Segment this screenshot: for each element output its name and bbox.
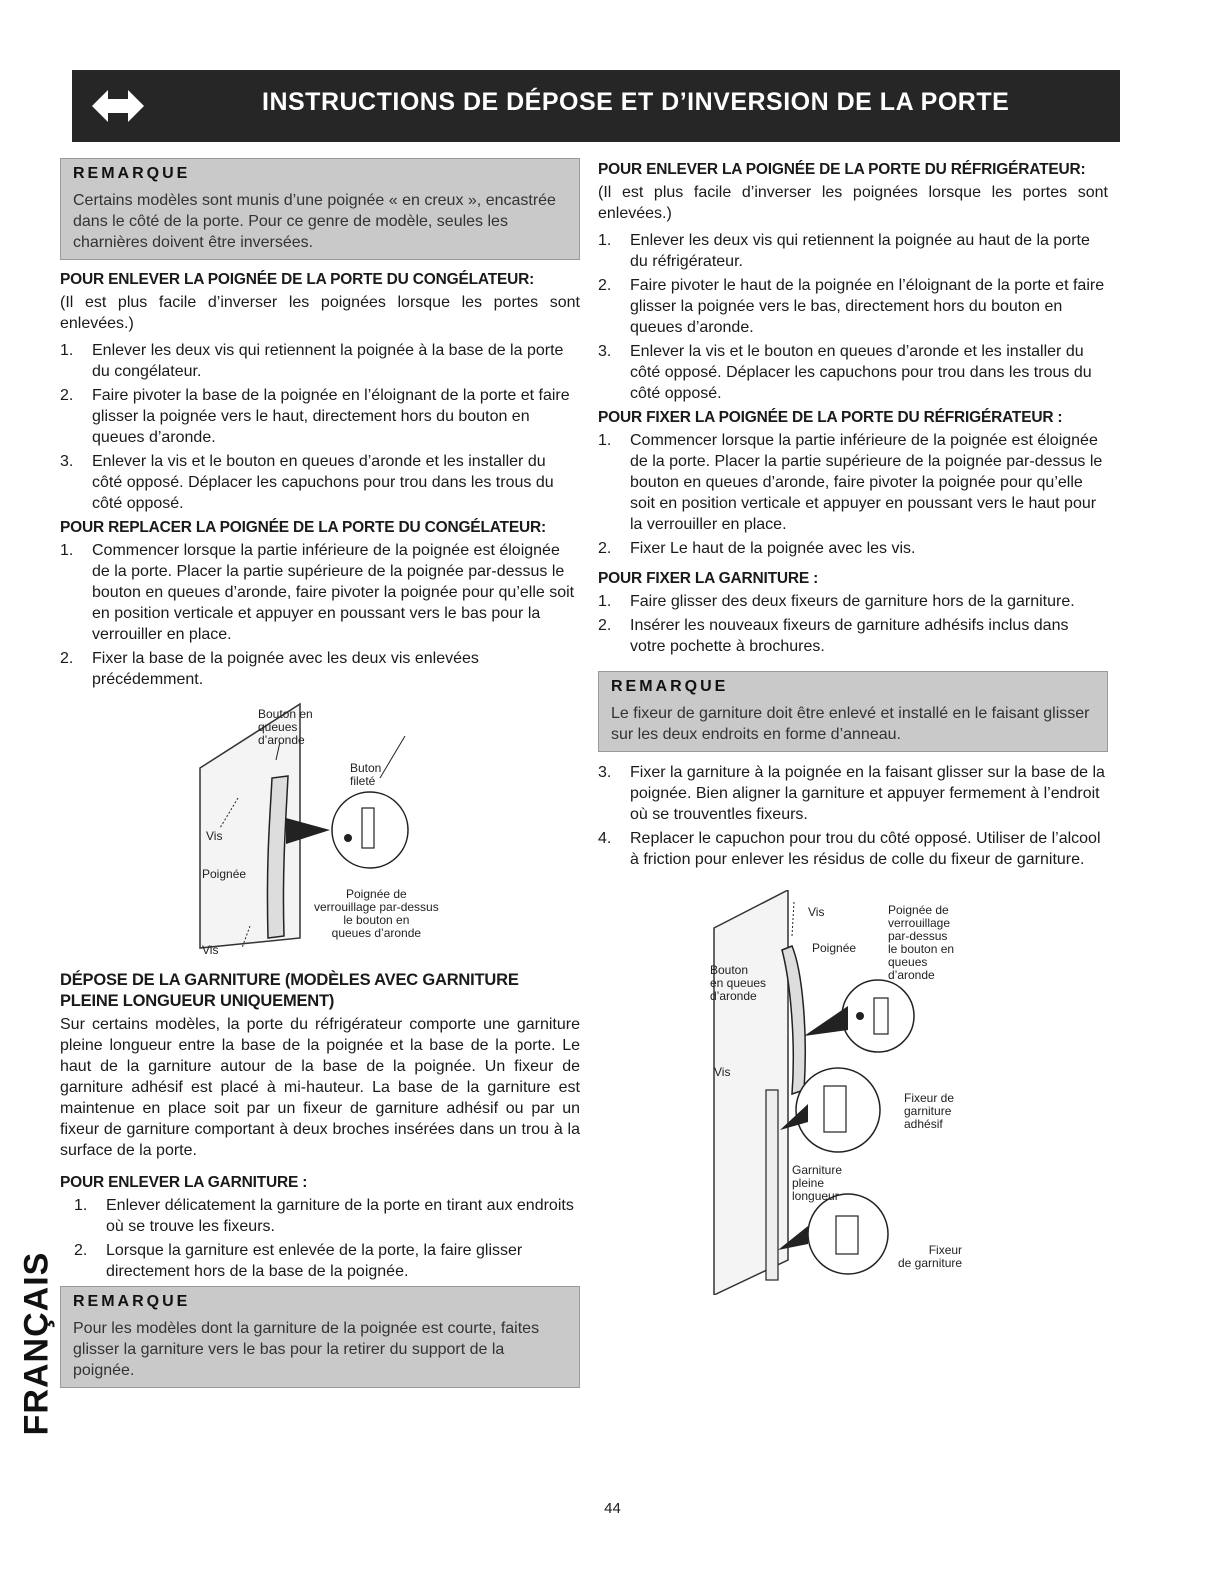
step-item	[598, 538, 1108, 559]
left-column	[60, 158, 580, 1398]
language-label-text: FRANÇAIS	[17, 1251, 56, 1435]
step-text: Enlever la vis et le bouton en queues d’aronde et les installer du côté opposé. Déplacer les capuchons pour trou dans les trous du côté opposé.	[92, 453, 554, 512]
step-number: 1.	[598, 232, 612, 249]
freezer-handle-diagram	[180, 698, 460, 960]
step-text: Lorsque la garniture est enlevée de la porte, la faire glisser directement hors de la base de la poignée.	[106, 1242, 523, 1280]
step-item	[60, 340, 580, 382]
step-item	[598, 230, 1108, 272]
step-list	[598, 230, 1108, 404]
page-title: INSTRUCTIONS DE DÉPOSE ET D’INVERSION DE LA PORTE	[262, 88, 1010, 116]
step-text: Fixer Le haut de la poignée avec les vis.	[630, 540, 916, 557]
header-banner	[72, 70, 1120, 142]
step-text: Faire glisser des deux fixeurs de garniture hors de la garniture.	[630, 593, 1075, 610]
diagram-label-vis: Vis	[808, 905, 825, 919]
step-item	[60, 540, 580, 645]
step-number: 2.	[598, 540, 612, 557]
step-text: Faire pivoter le haut de la poignée en l’éloignant de la porte et faire glisser la poignée vers le bas, directement hors du bouton en queues d’aronde.	[630, 277, 1105, 336]
section-intro: (Il est plus facile d’inverser les poignées lorsque les portes sont enlevées.)	[598, 184, 1108, 222]
step-item	[598, 591, 1108, 612]
note-text: Le fixeur de garniture doit être enlevé et installé en le faisant glisser sur les deux endroits en forme d’anneau.	[611, 705, 1090, 743]
step-number: 3.	[60, 453, 74, 470]
step-item	[60, 385, 580, 448]
double-arrow-icon	[92, 88, 144, 124]
right-column	[598, 156, 1108, 1305]
step-item	[598, 762, 1108, 825]
section-title: POUR ENLEVER LA GARNITURE :	[60, 1174, 308, 1191]
step-text: Faire pivoter la base de la poignée en l’éloignant de la porte et faire glisser la poignée vers le haut, directement hors du bouton en queues d’aronde.	[92, 387, 570, 446]
step-item	[598, 430, 1108, 535]
step-list	[598, 591, 1108, 657]
step-text: Fixer la base de la poignée avec les deux vis enlevées précédemment.	[92, 650, 479, 688]
section-title: POUR FIXER LA GARNITURE :	[598, 570, 819, 587]
step-number: 1.	[74, 1197, 88, 1214]
section-title: POUR REPLACER LA POIGNÉE DE LA PORTE DU CONGÉLATEUR:	[60, 519, 546, 536]
note-text: Pour les modèles dont la garniture de la poignée est courte, faites glisser la garniture vers le bas pour la retirer du support de la poignée.	[73, 1320, 540, 1379]
step-number: 4.	[598, 830, 612, 847]
diagram-label-bouton: Bouton en queues d’aronde	[710, 963, 767, 1003]
step-number: 2.	[60, 387, 74, 404]
note-box	[598, 671, 1108, 752]
fridge-trim-diagram	[708, 890, 998, 1295]
step-item	[60, 451, 580, 514]
step-item	[598, 341, 1108, 404]
page-number: 44	[604, 1500, 621, 1517]
step-number: 2.	[598, 277, 612, 294]
step-item	[60, 1195, 580, 1237]
diagram-label-vis-bottom: Vis	[714, 1065, 731, 1079]
step-text: Enlever délicatement la garniture de la porte en tirant aux endroits où se trouve les fixeurs.	[106, 1197, 574, 1235]
diagram-label-poignee-verrou: Poignée de verrouillage par-dessus le bouton en queues d’aronde	[888, 903, 955, 982]
note-title: REMARQUE	[611, 678, 729, 695]
diagram-label-poignee: Poignée	[202, 867, 247, 881]
note-title: REMARQUE	[73, 165, 191, 182]
step-list	[598, 762, 1108, 870]
step-list	[60, 340, 580, 514]
section-title: DÉPOSE DE LA GARNITURE (MODÈLES AVEC GARNITURE PLEINE LONGUEUR UNIQUEMENT)	[60, 971, 519, 1010]
step-number: 1.	[598, 593, 612, 610]
step-number: 2.	[60, 650, 74, 667]
step-number: 1.	[60, 542, 74, 559]
section-text: Sur certains modèles, la porte du réfrigérateur comporte une garniture pleine longueur entre la base de la poignée et la base de la porte. Le haut de la garniture autour de la base de la poignée. Un fixeur de garniture adhésif est placé à mi-hauteur. La base de la garniture est maintenue en place soit par un fixeur de garniture adhésif ou par un fixeur de garniture comportant à deux broches insérées dans un trou à la surface de la porte.	[60, 1016, 580, 1159]
step-text: Fixer la garniture à la poignée en la faisant glisser sur la base de la poignée. Bien aligner la garniture et appuyer fermement à l’endroit où se trouventles fixeurs.	[630, 764, 1105, 823]
step-text: Commencer lorsque la partie inférieure de la poignée est éloignée de la porte. Placer la partie supérieure de la poignée par-dessus le bouton en queues d’aronde, faire pivoter la poignée pour qu’elle soit en position verticale et appuyer en poussant vers le haut pour la verrouiller en place.	[630, 432, 1103, 533]
step-text: Insérer les nouveaux fixeurs de garniture adhésifs inclus dans votre pochette à brochures.	[630, 617, 1069, 655]
step-text: Enlever les deux vis qui retiennent la poignée à la base de la porte du congélateur.	[92, 342, 564, 380]
step-number: 1.	[598, 432, 612, 449]
language-side-label	[17, 1251, 56, 1435]
diagram-label-bouton: Bouton en queues d’aronde	[258, 707, 313, 747]
step-list	[60, 540, 580, 690]
diagram-label-fixeur: Fixeur de garniture	[898, 1243, 963, 1270]
step-item	[598, 275, 1108, 338]
step-list	[60, 1195, 580, 1282]
note-box	[60, 158, 580, 260]
step-number: 3.	[598, 764, 612, 781]
section-title: POUR ENLEVER LA POIGNÉE DE LA PORTE DU RÉFRIGÉRATEUR:	[598, 161, 1086, 178]
diagram-label-poignee: Poignée	[812, 941, 857, 955]
step-text: Enlever les deux vis qui retiennent la poignée au haut de la porte du réfrigérateur.	[630, 232, 1090, 270]
diagram-label-poignee-verrou: Poignée de verrouillage par-dessus le bouton en queues d’aronde	[314, 887, 439, 940]
diagram-label-vis-bottom: Vis	[202, 943, 219, 957]
diagram-label-garniture: Garniture pleine longueur	[792, 1163, 843, 1203]
step-item	[598, 828, 1108, 870]
section-title: POUR FIXER LA POIGNÉE DE LA PORTE DU RÉFRIGÉRATEUR :	[598, 409, 1063, 426]
step-text: Commencer lorsque la partie inférieure de la poignée est éloignée de la porte. Placer la partie supérieure de la poignée par-dessus le bouton en queues d’aronde, faire pivoter la poignée pour qu’elle soit en position verticale et appuyer en poussant vers le bas pour la verrouiller en place.	[92, 542, 575, 643]
step-number: 3.	[598, 343, 612, 360]
step-text: Replacer le capuchon pour trou du côté opposé. Utiliser de l’alcool à friction pour enlever les résidus de colle du fixeur de garniture.	[630, 830, 1101, 868]
note-box	[60, 1286, 580, 1388]
note-text: Certains modèles sont munis d’une poignée « en creux », encastrée dans le côté de la porte. Pour ce genre de modèle, seules les charnières doivent être inversées.	[73, 192, 556, 251]
step-text: Enlever la vis et le bouton en queues d’aronde et les installer du côté opposé. Déplacer les capuchons pour trou dans les trous du côté opposé.	[630, 343, 1092, 402]
diagram-label-vis: Vis	[206, 829, 223, 843]
note-title: REMARQUE	[73, 1293, 191, 1310]
step-number: 2.	[74, 1242, 88, 1259]
diagram-label-fixeur-adhesif: Fixeur de garniture adhésif	[904, 1091, 955, 1131]
step-list	[598, 430, 1108, 559]
step-item	[60, 648, 580, 690]
step-item	[598, 615, 1108, 657]
step-item	[60, 1240, 580, 1282]
step-number: 1.	[60, 342, 74, 359]
section-intro: (Il est plus facile d’inverser les poignées lorsque les portes sont enlevées.)	[60, 294, 580, 332]
diagram-label-buton-filete: Buton fileté	[350, 761, 382, 788]
step-number: 2.	[598, 617, 612, 634]
section-title: POUR ENLEVER LA POIGNÉE DE LA PORTE DU CONGÉLATEUR:	[60, 271, 535, 288]
